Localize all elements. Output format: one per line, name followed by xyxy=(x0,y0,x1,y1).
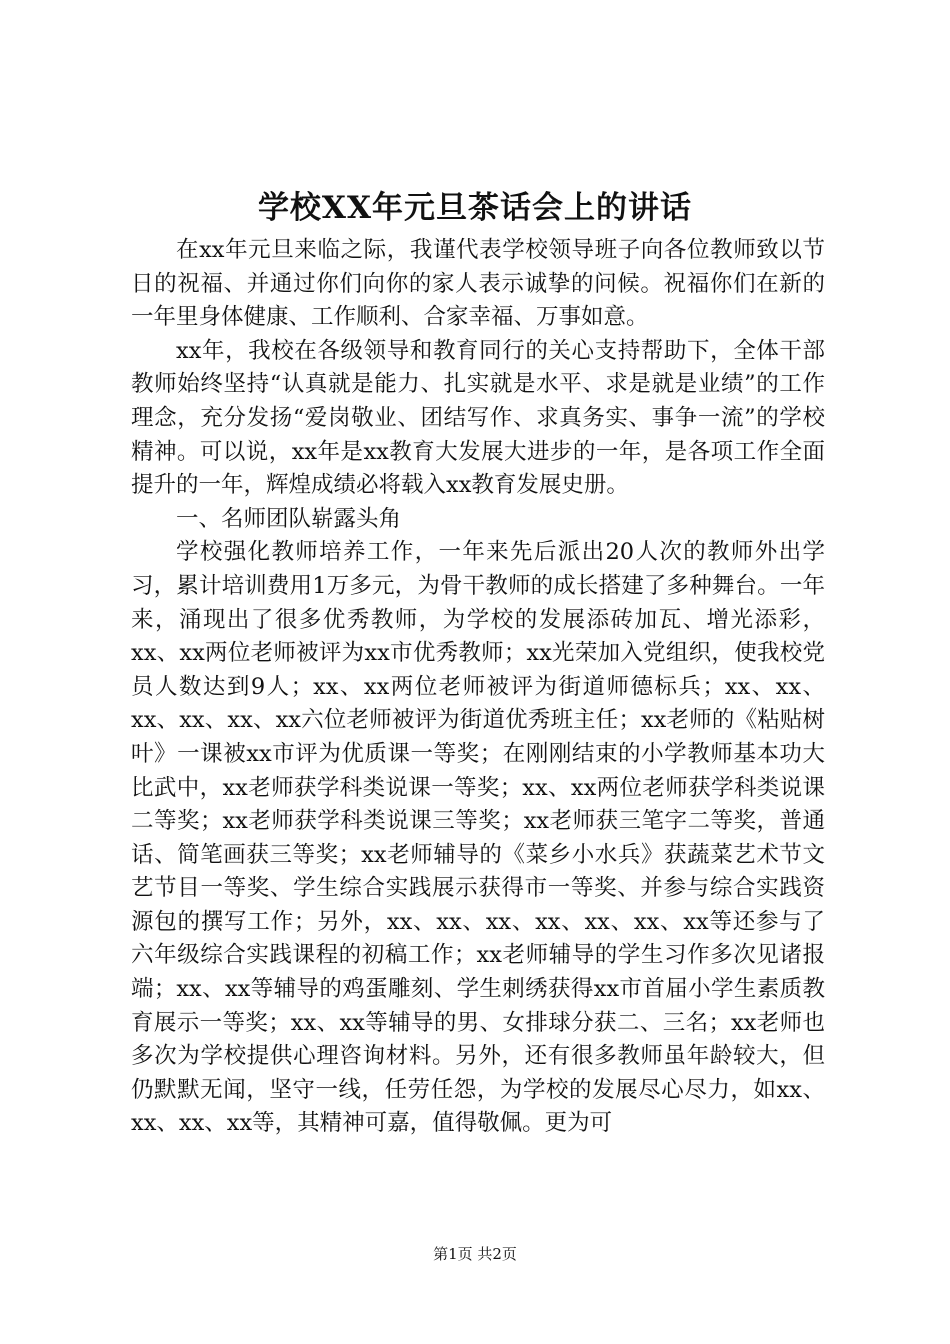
section-heading: 一、名师团队崭露头角 xyxy=(176,505,402,532)
paragraph-teachers: 学校强化教师培养工作，一年来先后派出20人次的教师外出学习，累计培训费用1万多元，为骨干教师的成长搭建了多种舞台。一年来，涌现出了很多优秀教师，为学校的发展添砖加瓦、增光添彩，xx、xx两位老师被评为xx市优秀教师；xx光荣加入党组织，使我校党员人数达到9人；xx、xx两位老师被评为街道师德标兵；xx、xx、xx、xx、xx、xx六位老师被评为街道优秀班主任；xx老师的《粘贴树叶》一课被xx市评为优质课一等奖；在刚刚结束的小学教师基本功大比武中，xx老师获学科类说课一等奖；xx、xx两位老师获学科类说课二等奖；xx老师获学科类说课三等奖；xx老师获三笔字二等奖，普通话、简笔画获三等奖；xx老师辅导的《菜乡小水兵》获蔬菜艺术节文艺节目一等奖、学生综合实践展示获得市一等奖、并参与综合实践资源包的撰写工作；另外，xx、xx、xx、xx、xx、xx、xx等还参与了六年级综合实践课程的初稿工作；xx老师辅导的学生习作多次见诸报端；xx、xx等辅导的鸡蛋雕刻、学生刺绣获得xx市首届小学生素质教育展示一等奖；xx、xx等辅导的男、女排球分获二、三名；xx老师也多次为学校提供心理咨询材料。另外，还有很多教师虽年龄较大，但仍默默无闻，坚守一线，任劳任怨，为学校的发展尽心尽力，如xx、xx、xx、xx等，其精神可嘉，值得敬佩。更为可 xyxy=(131,539,825,1137)
page-footer: 第1页 共2页 xyxy=(433,1245,517,1263)
paragraph-summary: xx年，我校在各级领导和教育同行的关心支持帮助下，全体干部教师始终坚持“认真就是能力、扎实就是水平、求是就是业绩”的工作理念，充分发扬“爱岗敬业、团结写作、求真务实、事争一流”的学校精神。可以说，xx年是xx教育大发展大进步的一年，是各项工作全面提升的一年，辉煌成绩必将载入xx教育发展史册。 xyxy=(131,337,825,499)
paragraph-greeting: 在xx年元旦来临之际，我谨代表学校领导班子向各位教师致以节日的祝福、并通过你们向你的家人表示诚挚的问候。祝福你们在新的一年里身体健康、工作顺利、合家幸福、万事如意。 xyxy=(131,237,825,331)
document-title: 学校XX年元旦茶话会上的讲话 xyxy=(257,190,693,226)
document-body xyxy=(131,234,825,1141)
